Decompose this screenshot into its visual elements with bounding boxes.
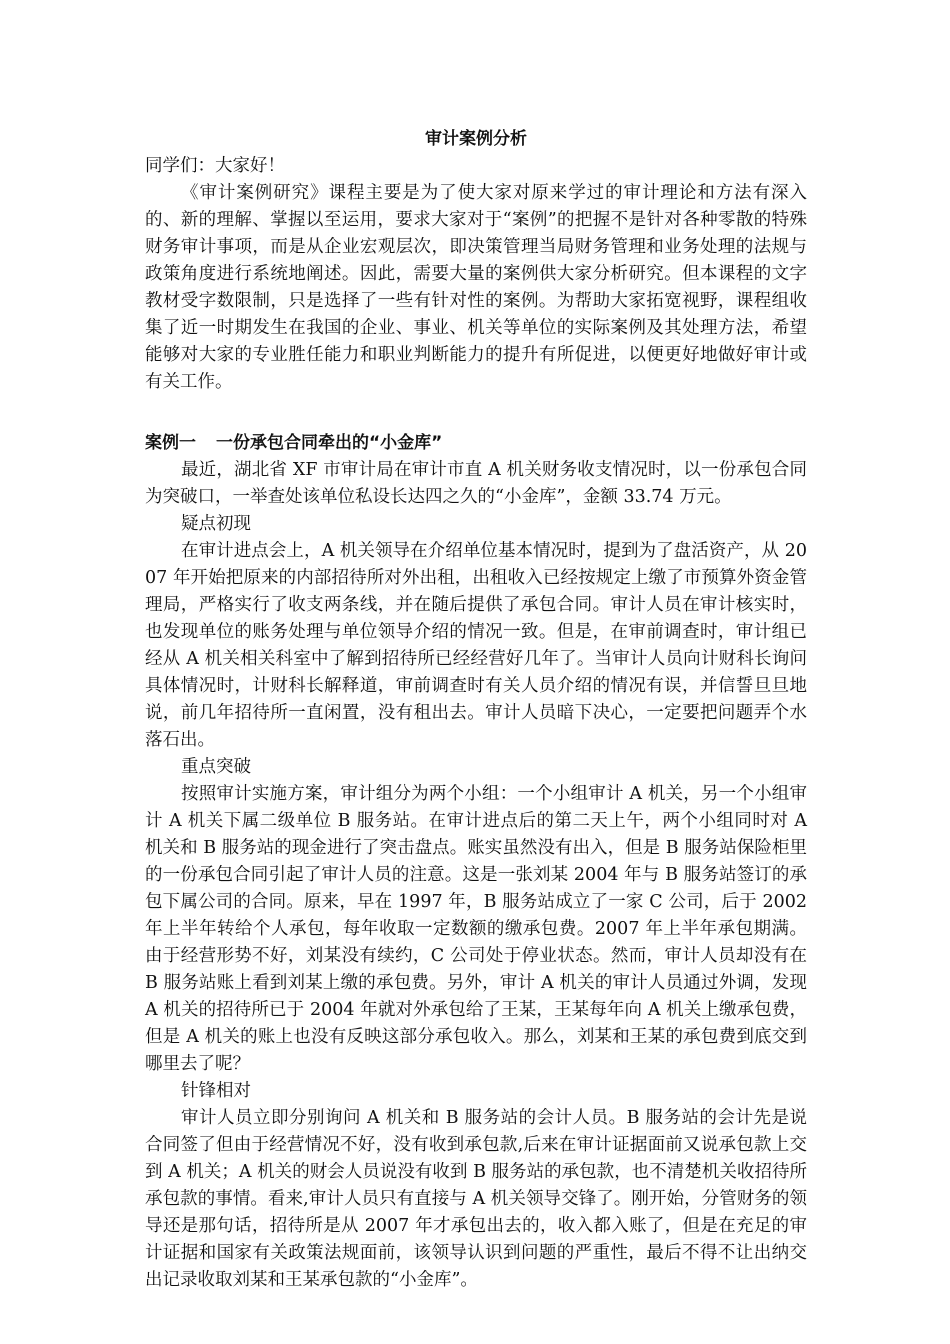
greeting: 同学们：大家好！ — [145, 156, 285, 176]
section-title-3: 针锋相对 — [181, 1081, 251, 1101]
case-label: 案例一 — [145, 433, 196, 453]
section-body-2: 按照审计实施方案，审计组分为两个小组：一个小组审计 A 机关，另一个小组审计 A 机关下属二级单位 B 服务站。在审计进点后的第二天上午，两个小组同时对 A 机关和 B 服务站的现金进行了突击盘点。账实虽然没有出入，但是 B 服务站保险柜里的一份承包合同引起了审计人员的注意。这是一张刘某 2004 年与 B 服务站签订的承包下属公司的合同。原来，早在 1997 年，B 服务站成立了一家 C 公司，后于 2002 年上半年转给个人承包，每年收取一定数额的缴承包费。2007 年上半年承包期满。由于经营形势不好，刘某没有续约，C 公司处于停业状态。然而，审计人员却没有在 B 服务站账上看到刘某上缴的承包费。另外，审计 A 机关的审计人员通过外调，发现 A 机关的招待所已于 2004 年就对外承包给了王某，王某每年向 A 机关上缴承包费，但是 A 机关的账上也没有反映这部分承包收入。那么，刘某和王某的承包费到底交到哪里去了呢？ — [145, 784, 807, 1074]
document-page — [145, 125, 807, 1294]
document-title: 审计案例分析 — [425, 129, 527, 149]
section-title-2: 重点突破 — [181, 757, 251, 777]
case-heading — [145, 430, 807, 457]
section-title-1: 疑点初现 — [181, 514, 251, 534]
case-title: 一份承包合同牵出的“小金库” — [216, 433, 443, 453]
section-gap — [145, 396, 807, 430]
section-body-1: 在审计进点会上，A 机关领导在介绍单位基本情况时，提到为了盘活资产，从 2007 年开始把原来的内部招待所对外出租，出租收入已经按规定上缴了市预算外资金管理局，严格实行了收支两条线，并在随后提供了承包合同。审计人员在审计核实时，也发现单位的账务处理与单位领导介绍的情况一致。但是，在审前调查时，审计组已经从 A 机关相关科室中了解到招待所已经经营好几年了。当审计人员向计财科长询问具体情况时，计财科长解释道，审前调查时有关人员介绍的情况有误，并信誓旦旦地说，前几年招待所一直闲置，没有租出去。审计人员暗下决心，一定要把问题弄个水落石出。 — [145, 541, 807, 750]
intro-paragraph: 《审计案例研究》课程主要是为了使大家对原来学过的审计理论和方法有深入的、新的理解、掌握以至运用，要求大家对于“案例”的把握不是针对各种零散的特殊财务审计事项，而是从企业宏观层次，即决策管理当局财务管理和业务处理的法规与政策角度进行系统地阐述。因此，需要大量的案例供大家分析研究。但本课程的文字教材受字数限制，只是选择了一些有针对性的案例。为帮助大家拓宽视野，课程组收集了近一时期发生在我国的企业、事业、机关等单位的实际案例及其处理方法，希望能够对大家的专业胜任能力和职业判断能力的提升有所促进，以便更好地做好审计或有关工作。 — [145, 183, 807, 392]
case-lead-paragraph: 最近，湖北省 XF 市审计局在审计市直 A 机关财务收支情况时，以一份承包合同为突破口，一举查处该单位私设长达四之久的“小金库”，金额 33.74 万元。 — [145, 460, 807, 507]
section-body-3: 审计人员立即分别询问 A 机关和 B 服务站的会计人员。B 服务站的会计先是说合同签了但由于经营情况不好，没有收到承包款,后来在审计证据面前又说承包款上交到 A 机关；A 机关的财会人员说没有收到 B 服务站的承包款，也不清楚机关收招待所承包款的事情。看来,审计人员只有直接与 A 机关领导交锋了。刚开始，分管财务的领导还是那句话，招待所是从 2007 年才承包出去的，收入都入账了，但是在充足的审计证据和国家有关政策法规面前，该领导认识到问题的严重性，最后不得不让出纳交出记录收取刘某和王某承包款的“小金库”。 — [145, 1108, 807, 1290]
